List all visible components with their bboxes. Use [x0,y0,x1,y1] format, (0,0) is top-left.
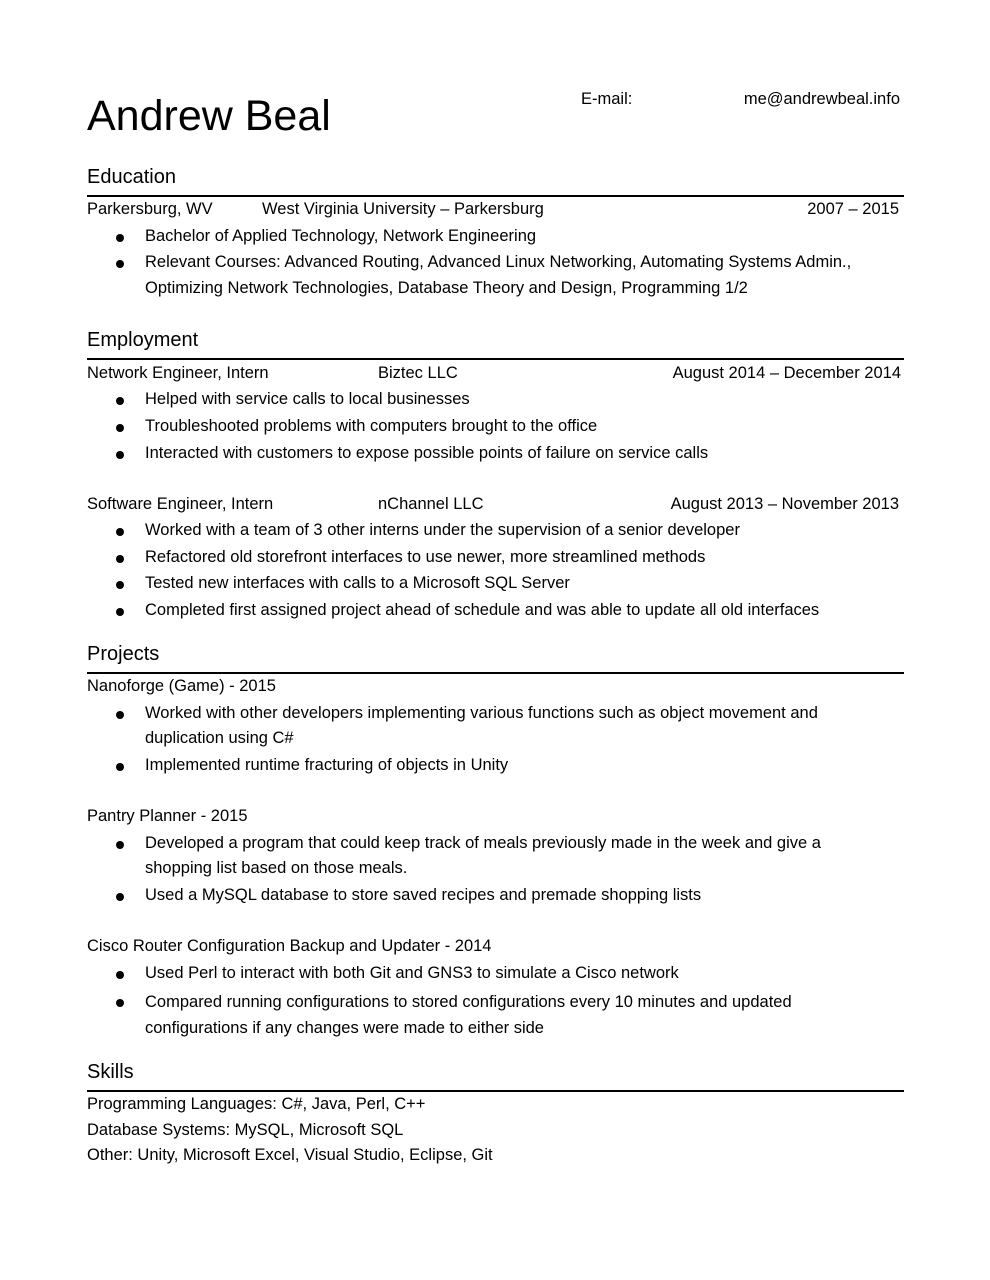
job-dates: August 2013 – November 2013 [670,495,899,513]
project-bullet: Developed a program that could keep track of meals previously made in the week and give a [145,834,821,852]
section-title-skills: Skills [87,1061,134,1083]
project-bullet: Used Perl to interact with both Git and GNS3 to simulate a Cisco network [145,964,679,982]
job-bullet: Worked with a team of 3 other interns under the supervision of a senior developer [145,521,740,539]
section-rule-education [87,195,904,197]
project-bullet: Compared running configurations to stored configurations every 10 minutes and updated [145,993,792,1011]
job-company: nChannel LLC [378,495,484,513]
job-bullet: Completed first assigned project ahead of schedule and was able to update all old interfaces [145,601,820,619]
resume-name: Andrew Beal [87,92,331,140]
job-role: Network Engineer, Intern [87,364,269,382]
skills-line: Other: Unity, Microsoft Excel, Visual Studio, Eclipse, Git [87,1146,493,1164]
project-heading: Nanoforge (Game) - 2015 [87,677,276,695]
bullet-icon [116,397,124,405]
bullet-icon [116,260,124,268]
job-bullet: Tested new interfaces with calls to a Microsoft SQL Server [145,574,570,592]
project-heading: Cisco Router Configuration Backup and Updater - 2014 [87,937,492,955]
education-bullet: Bachelor of Applied Technology, Network Engineering [145,227,537,245]
project-bullet-continuation: shopping list based on those meals. [145,859,408,877]
education-bullet-continuation: Optimizing Network Technologies, Database Theory and Design, Programming 1/2 [145,279,748,297]
education-dates: 2007 – 2015 [807,200,899,218]
bullet-icon [116,841,124,849]
skills-line: Programming Languages: C#, Java, Perl, C++ [87,1095,426,1113]
project-bullet-continuation: duplication using C# [145,729,294,747]
education-bullet: Relevant Courses: Advanced Routing, Advanced Linux Networking, Automating Systems Admin., [145,253,852,271]
education-school: West Virginia University – Parkersburg [262,200,544,218]
job-role: Software Engineer, Intern [87,495,274,513]
section-rule-employment [87,358,904,360]
job-bullet: Troubleshooted problems with computers brought to the office [145,417,598,435]
bullet-icon [116,528,124,536]
project-bullet-continuation: configurations if any changes were made to either side [145,1019,544,1037]
bullet-icon [116,608,124,616]
section-rule-projects [87,672,904,674]
job-bullet: Refactored old storefront interfaces to use newer, more streamlined methods [145,548,706,566]
section-title-employment: Employment [87,329,199,351]
section-title-education: Education [87,166,176,188]
job-bullet: Interacted with customers to expose possible points of failure on service calls [145,444,709,462]
bullet-icon [116,999,124,1007]
job-bullet: Helped with service calls to local businesses [145,390,470,408]
bullet-icon [116,424,124,432]
bullet-icon [116,234,124,242]
job-dates: August 2014 – December 2014 [672,364,901,382]
education-location: Parkersburg, WV [87,200,213,218]
job-company: Biztec LLC [378,364,458,382]
project-bullet: Used a MySQL database to store saved recipes and premade shopping lists [145,886,702,904]
email-value[interactable]: me@andrewbeal.info [743,90,900,108]
project-heading: Pantry Planner - 2015 [87,807,248,825]
bullet-icon [116,971,124,979]
section-title-projects: Projects [87,643,160,665]
project-bullet: Worked with other developers implementing various functions such as object movement and [145,704,818,722]
bullet-icon [116,451,124,459]
skills-line: Database Systems: MySQL, Microsoft SQL [87,1121,404,1139]
bullet-icon [116,555,124,563]
bullet-icon [116,711,124,719]
bullet-icon [116,581,124,589]
email-label: E-mail: [581,90,633,108]
section-rule-skills [87,1090,904,1092]
project-bullet: Implemented runtime fracturing of objects in Unity [145,756,509,774]
bullet-icon [116,893,124,901]
bullet-icon [116,763,124,771]
